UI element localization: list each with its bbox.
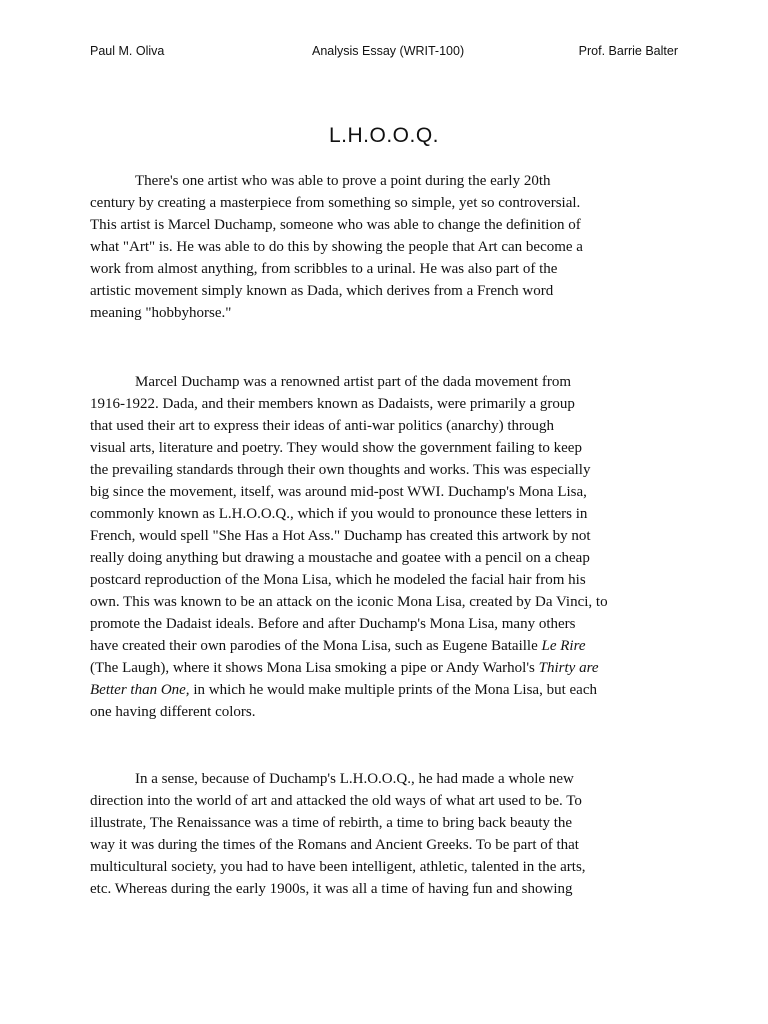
paragraph-line: artistic movement simply known as Dada, which derives from a French word [90, 283, 554, 299]
header-author: Paul M. Oliva [90, 44, 165, 58]
paragraph-line: French, would spell "She Has a Hot Ass." Duchamp has created this artwork by not [90, 528, 591, 544]
italic-title-thirty-are: Thirty are [538, 660, 599, 676]
paragraph-line: visual arts, literature and poetry. They would show the government failing to keep [90, 440, 582, 456]
line-text: (The Laugh), where it shows Mona Lisa smoking a pipe or Andy Warhol's [90, 660, 539, 676]
paragraph-line: Marcel Duchamp was a renowned artist part of the dada movement from [135, 374, 572, 390]
paragraph-line: postcard reproduction of the Mona Lisa, which he modeled the facial hair from his [90, 572, 586, 588]
line-text: have created their own parodies of the Mona Lisa, such as Eugene Bataille [90, 638, 542, 654]
page-header [90, 44, 678, 64]
paragraph-line: big since the movement, itself, was around mid-post WWI. Duchamp's Mona Lisa, [90, 484, 587, 500]
paragraph-line: multicultural society, you had to have been intelligent, athletic, talented in the arts, [90, 859, 586, 875]
paragraph-line [90, 657, 680, 679]
line-text: in which he would make multiple prints of the Mona Lisa, but each [189, 682, 597, 698]
paragraph-line: meaning "hobbyhorse." [90, 305, 232, 321]
paragraph-line: In a sense, because of Duchamp's L.H.O.O.Q., he had made a whole new [135, 771, 574, 787]
paragraph-line: really doing anything but drawing a moustache and goatee with a pencil on a cheap [90, 550, 590, 566]
paragraph-line: direction into the world of art and attacked the old ways of what art used to be. To [90, 793, 582, 809]
paragraph-3 [90, 768, 680, 900]
essay-title: L.H.O.O.Q. [328, 124, 440, 147]
paragraph-line: one having different colors. [90, 704, 256, 720]
paragraph-2 [90, 371, 680, 723]
italic-title-le-rire: Le Rire [541, 638, 586, 654]
italic-title-better-than-one: Better than One, [90, 682, 190, 698]
paragraph-line: commonly known as L.H.O.O.Q., which if you would to pronounce these letters in [90, 506, 588, 522]
paragraph-line: own. This was known to be an attack on the iconic Mona Lisa, created by Da Vinci, to [90, 594, 608, 610]
paragraph-line: 1916-1922. Dada, and their members known as Dadaists, were primarily a group [90, 396, 575, 412]
paragraph-line: century by creating a masterpiece from something so simple, yet so controversial. [90, 195, 581, 211]
paragraph-line: illustrate, The Renaissance was a time of rebirth, a time to bring back beauty the [90, 815, 573, 831]
paragraph-line: etc. Whereas during the early 1900s, it was all a time of having fun and showing [90, 881, 573, 897]
paragraph-1 [90, 170, 680, 324]
paragraph-line: the prevailing standards through their own thoughts and works. This was especially [90, 462, 591, 478]
header-course: Analysis Essay (WRIT-100) [312, 44, 465, 58]
paragraph-line: promote the Dadaist ideals. Before and after Duchamp's Mona Lisa, many others [90, 616, 576, 632]
paragraph-line: This artist is Marcel Duchamp, someone who was able to change the definition of [90, 217, 581, 233]
paragraph-line: work from almost anything, from scribbles to a urinal. He was also part of the [90, 261, 558, 277]
paragraph-line [90, 635, 680, 657]
paragraph-line: that used their art to express their ideas of anti-war politics (anarchy) through [90, 418, 555, 434]
header-professor: Prof. Barrie Balter [578, 44, 678, 58]
paragraph-line [90, 679, 680, 701]
paragraph-line: There's one artist who was able to prove a point during the early 20th [135, 173, 551, 189]
paragraph-line: way it was during the times of the Romans and Ancient Greeks. To be part of that [90, 837, 579, 853]
paragraph-line: what "Art" is. He was able to do this by showing the people that Art can become a [90, 239, 583, 255]
